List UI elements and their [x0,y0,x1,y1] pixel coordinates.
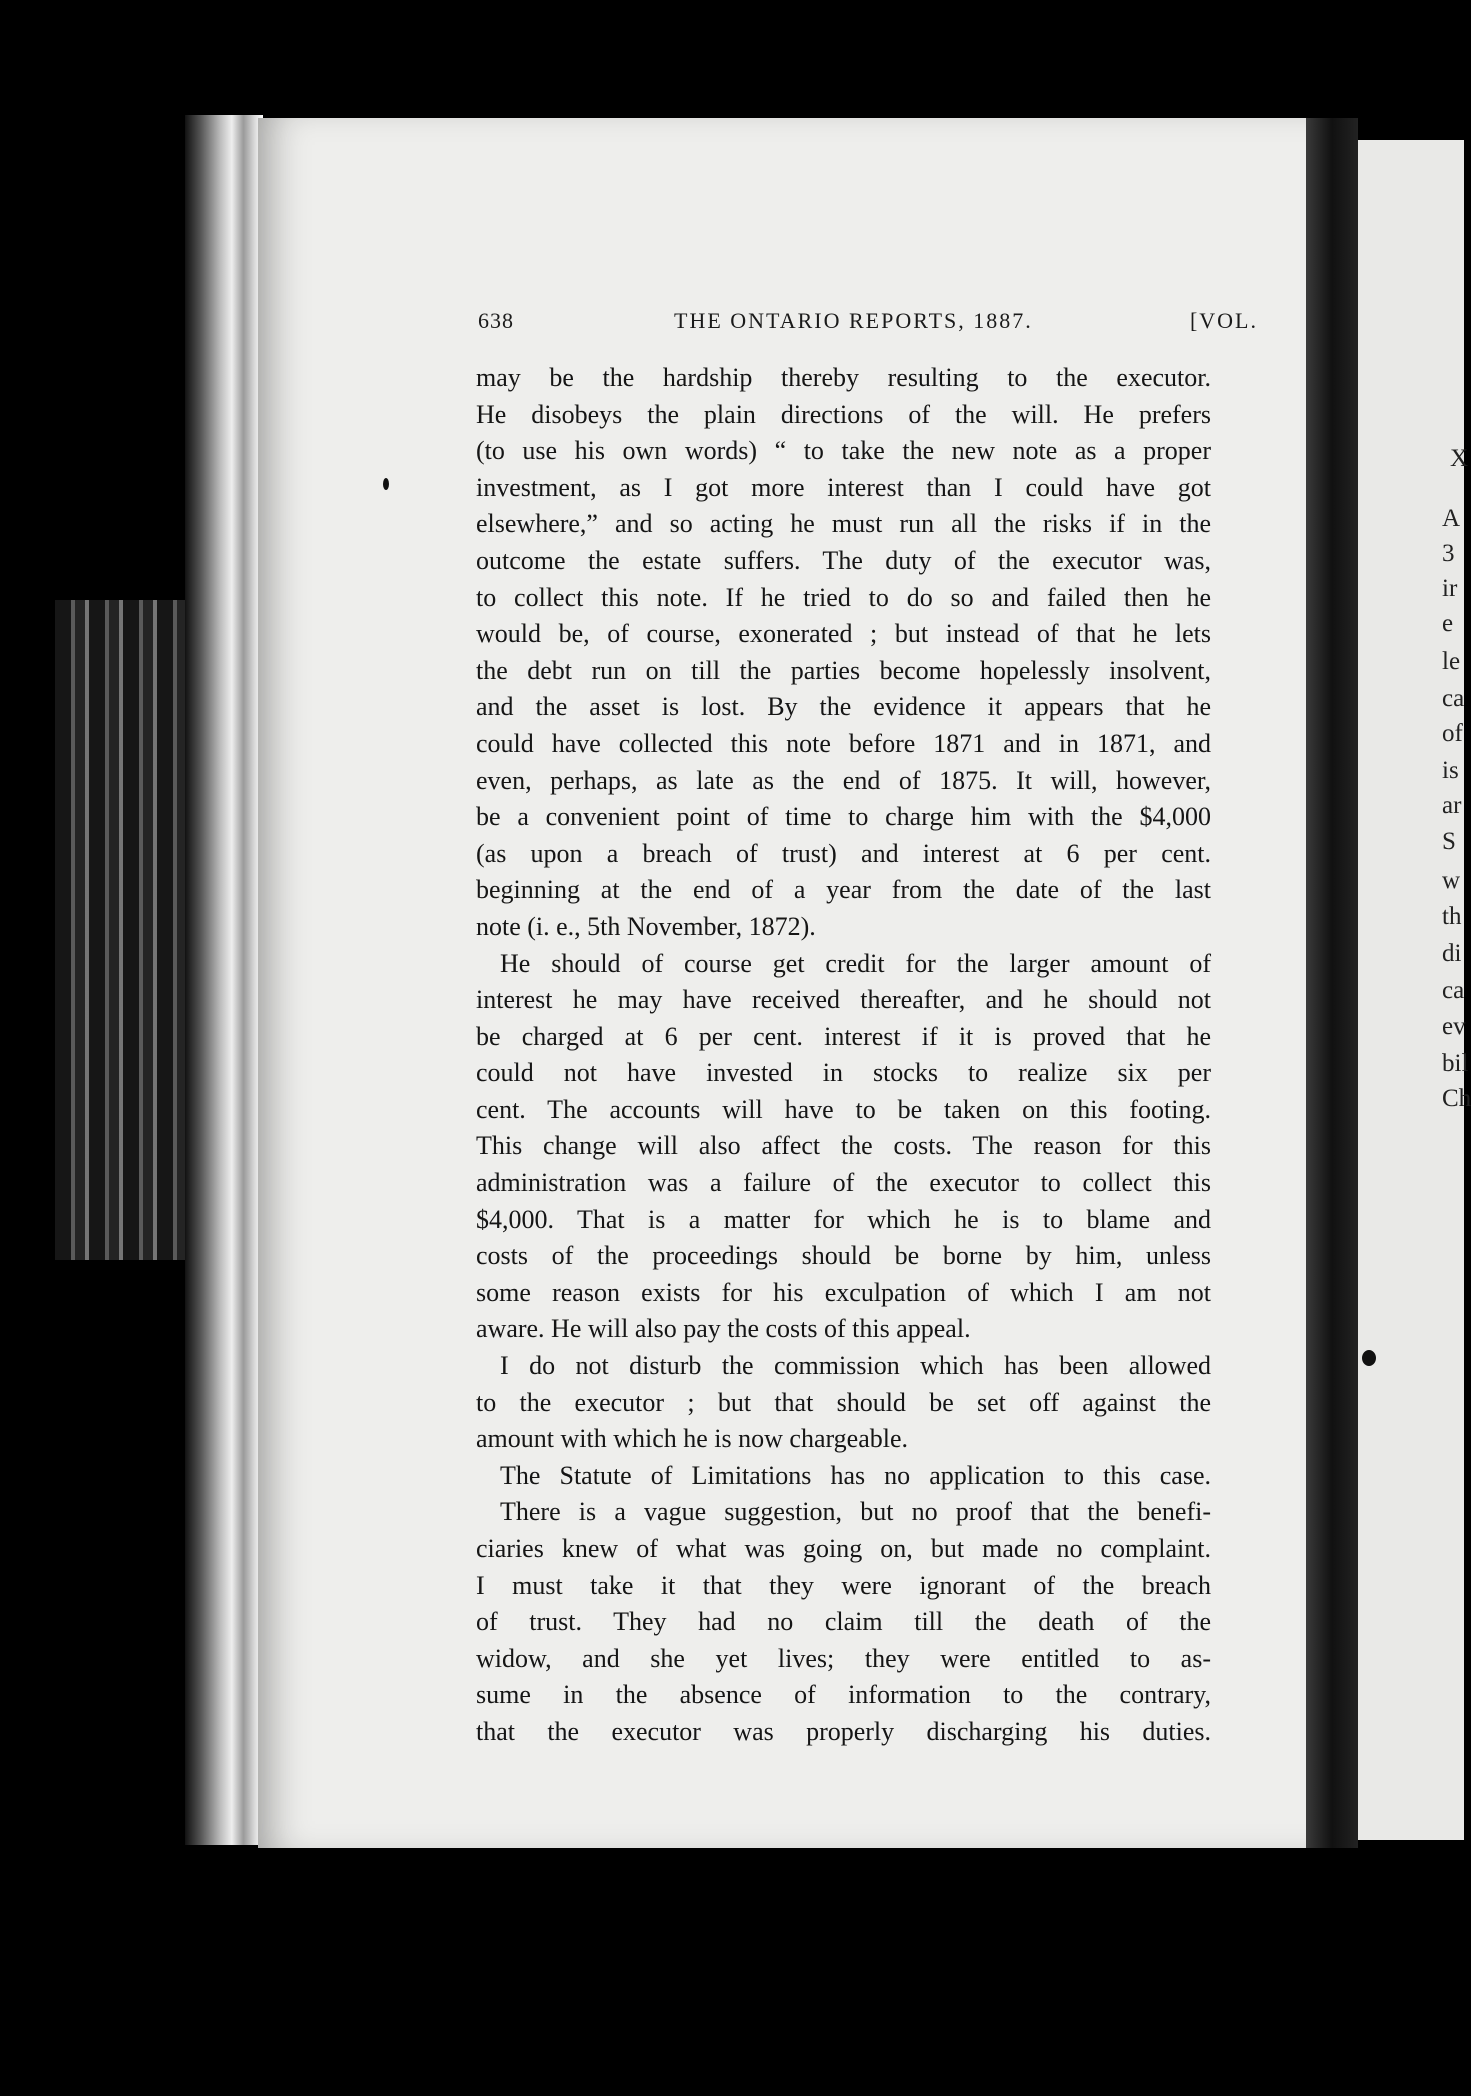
page-number: 638 [478,308,514,333]
text-line: widow, and she yet lives; they were entitled to as- [476,1643,1211,1673]
text-line: investment, as I got more interest than I could have got [476,472,1211,502]
next-page-fragment: le [1442,648,1461,675]
text-line: interest he may have received thereafter, and he should not [476,985,1211,1015]
text-line: would be, of course, exonerated ; but instead of that he lets [476,619,1211,649]
next-page-fragment: A [1442,505,1461,532]
text-line: The Statute of Limitations has no application to this case. [500,1460,1211,1490]
text-line: sume in the absence of information to the contrary, [476,1680,1211,1710]
text-line: ciaries knew of what was going on, but made no complaint. [476,1534,1211,1563]
text-line: He disobeys the plain directions of the will. He prefers [476,399,1211,429]
next-page-fragment: ir [1442,575,1458,602]
text-line: I must take it that they were ignorant of the breach [476,1570,1211,1600]
text-line: be charged at 6 per cent. interest if it is proved that he [476,1021,1211,1051]
text-line: could not have invested in stocks to realize six per [476,1058,1211,1088]
page-gutter [1306,118,1358,1848]
next-page-fragment: th [1442,903,1462,930]
book-spine [185,115,263,1845]
next-page-fragment: ev [1442,1013,1466,1040]
next-page-fragment: Ch [1442,1085,1471,1112]
next-page-fragment: di [1442,940,1462,967]
text-line: to collect this note. If he tried to do so and failed then he [476,582,1211,612]
next-page-fragment: ca [1442,977,1465,1004]
text-line: and the asset is lost. By the evidence it appears that he [476,692,1211,722]
text-line: This change will also affect the costs. The reason for this [476,1131,1211,1161]
next-page-fragment: of [1442,720,1463,747]
next-page-fragment: w [1442,867,1461,894]
next-page-edge [1358,140,1471,1840]
text-line: elsewhere,” and so acting he must run all the risks if in the [476,509,1211,539]
page-header [478,308,1258,344]
text-line: note (i. e., 5th November, 1872). [476,911,816,941]
volume-label: [VOL. [1189,308,1258,333]
text-line: cent. The accounts will have to be taken on this footing. [476,1094,1211,1124]
next-page-fragment: e [1442,610,1454,637]
ink-speck [1362,1350,1376,1366]
next-page-fragment: 3 [1442,540,1455,567]
text-line: administration was a failure of the executor to collect this [476,1168,1211,1198]
text-line: I do not disturb the commission which has been allowed [500,1351,1211,1381]
text-line: aware. He will also pay the costs of this appeal. [476,1314,971,1344]
body-text [476,360,1211,1751]
text-line: (to use his own words) “ to take the new note as a proper [476,436,1211,466]
text-line: be a convenient point of time to charge him with the $4,000 [476,802,1211,832]
text-line: There is a vague suggestion, but no proof that the benefi- [500,1497,1211,1527]
next-page-fragment: X [1450,445,1469,472]
ink-speck [383,478,389,490]
text-line: amount with which he is now chargeable. [476,1424,909,1454]
text-line: outcome the estate suffers. The duty of the executor was, [476,545,1211,575]
next-page-fragment: is [1442,757,1459,784]
text-line: beginning at the end of a year from the date of the last [476,875,1211,905]
running-title: THE ONTARIO REPORTS, 1887. [674,308,1033,333]
text-line: of trust. They had no claim till the death of the [476,1607,1211,1637]
text-line: may be the hardship thereby resulting to the executor. [476,363,1211,392]
next-page-fragment: ca [1442,685,1465,712]
text-line: that the executor was properly discharging his duties. [476,1716,1211,1746]
text-line: costs of the proceedings should be borne by him, unless [476,1241,1211,1271]
text-line: $4,000. That is a matter for which he is to blame and [476,1204,1211,1234]
next-page-fragment: bil [1442,1050,1469,1077]
text-line: some reason exists for his exculpation of which I am not [476,1277,1211,1307]
text-line: the debt run on till the parties become hopelessly insolvent, [476,655,1211,685]
text-line: to the executor ; but that should be set off against the [476,1387,1211,1417]
text-line: even, perhaps, as late as the end of 1875. It will, however, [476,765,1211,795]
text-line: He should of course get credit for the larger amount of [500,948,1211,978]
next-page-fragment: S [1442,828,1456,855]
next-page-fragment: ar [1442,792,1462,819]
previous-page-edge [55,600,195,1260]
text-line: could have collected this note before 1871 and in 1871, and [476,728,1211,758]
text-line: (as upon a breach of trust) and interest at 6 per cent. [476,838,1211,868]
